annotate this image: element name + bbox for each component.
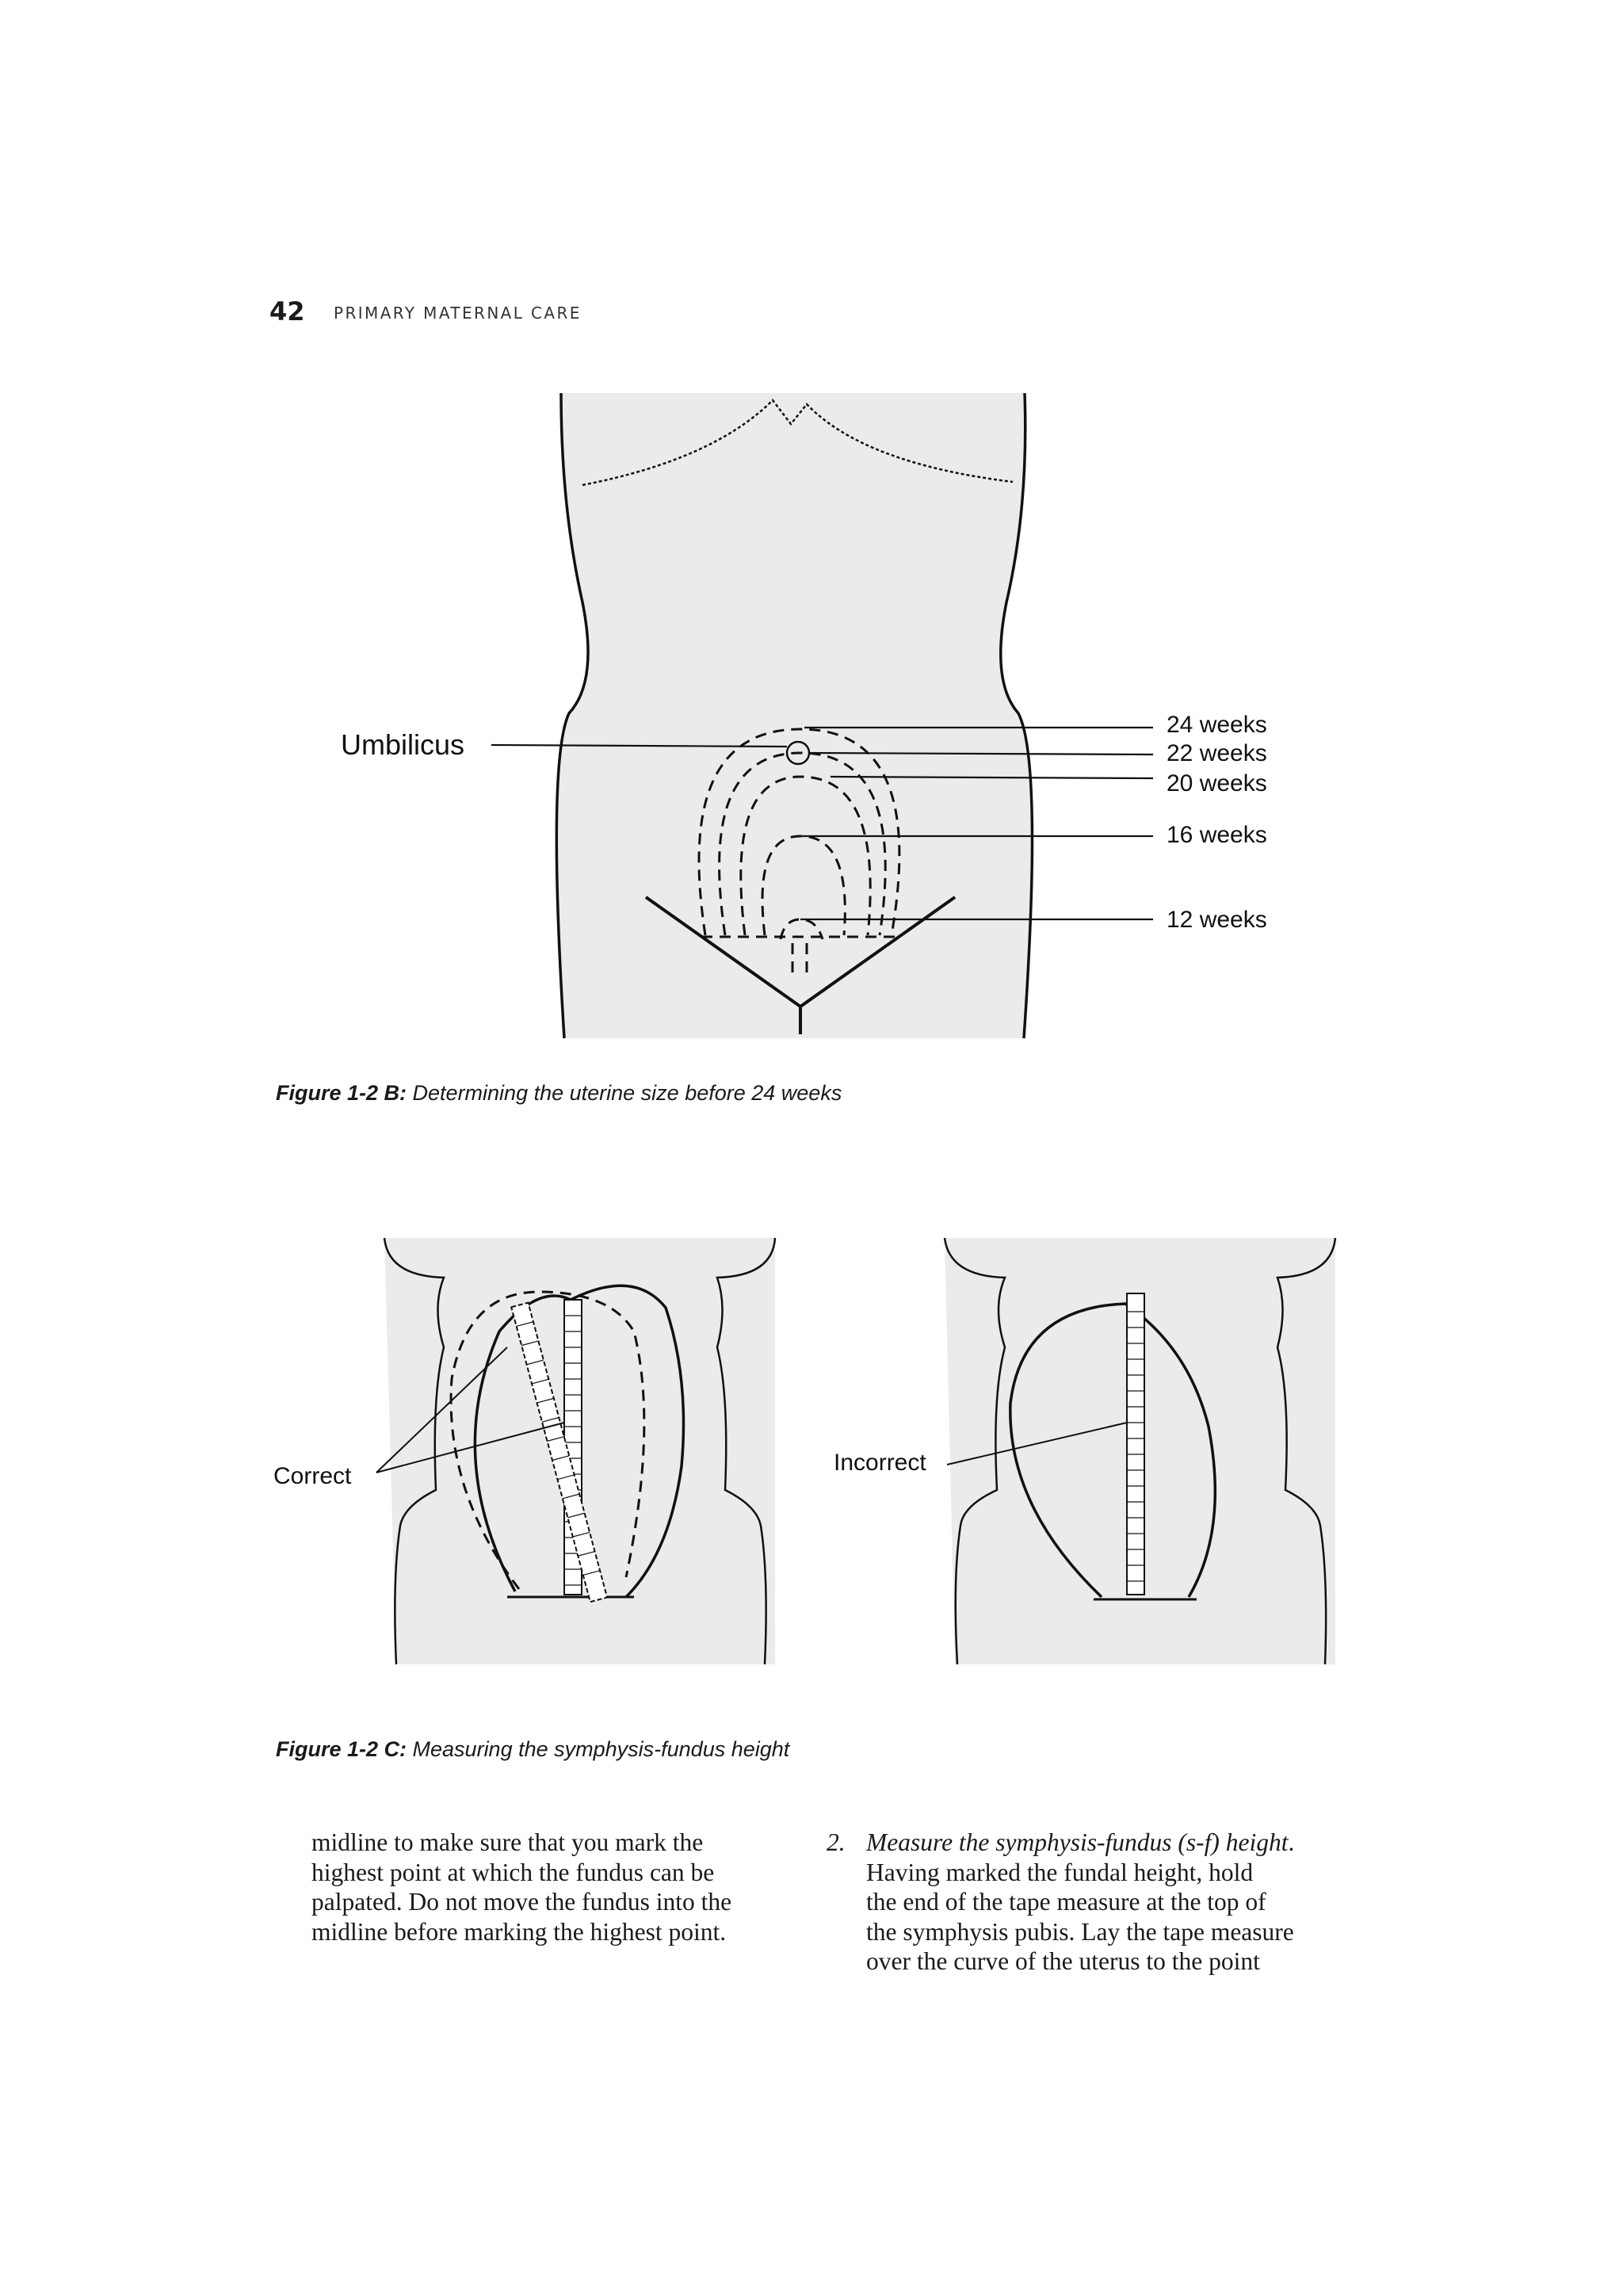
figure-b-caption-label: Figure 1-2 B: [276,1081,407,1105]
figure-c-caption [276,1737,789,1762]
label-20-weeks: 20 weeks [1167,770,1267,797]
figure-b-illustration [0,0,1623,1110]
body-line: midline to make sure that you mark the [311,1828,704,1856]
label-16-weeks: 16 weeks [1167,822,1267,848]
body-line: midline before marking the highest point. [311,1917,727,1946]
torso-outline [556,393,1032,1038]
abdomen-incorrect [834,1238,1335,1664]
figure-b-caption-text: Determining the uterine size before 24 weeks [407,1081,842,1105]
list-item-heading [866,1828,1373,1858]
body-line: Having marked the fundal height, hold [866,1858,1254,1886]
figure-b-caption [276,1081,842,1106]
item-heading-period: . [1288,1828,1295,1856]
left-column [311,1828,819,1946]
correct-label: Correct [273,1463,352,1489]
right-column [827,1828,1373,1977]
figure-c-caption-label: Figure 1-2 C: [276,1737,407,1761]
incorrect-label: Incorrect [834,1450,926,1476]
label-12-weeks: 12 weeks [1167,907,1267,933]
list-item-number: 2. [827,1828,846,1856]
body-line: the symphysis pubis. Lay the tape measure [866,1917,1294,1946]
item-heading-text: Measure the symphysis-fundus (s-f) height [866,1828,1289,1856]
running-title: PRIMARY MATERNAL CARE [334,304,582,323]
umbilicus-label: Umbilicus [341,728,465,761]
body-line: the end of the tape measure at the top of [866,1888,1266,1916]
abdomen-correct [273,1238,775,1664]
figure-c-caption-text: Measuring the symphysis-fundus height [407,1737,790,1761]
body-line: over the curve of the uterus to the point [866,1947,1260,1975]
body-line: palpated. Do not move the fundus into the [311,1888,732,1916]
body-line: highest point at which the fundus can be [311,1858,715,1886]
figure-c-illustration [0,1189,1623,1744]
label-24-weeks: 24 weeks [1167,712,1267,738]
page-number: 42 [269,296,305,327]
label-22-weeks: 22 weeks [1167,740,1267,766]
